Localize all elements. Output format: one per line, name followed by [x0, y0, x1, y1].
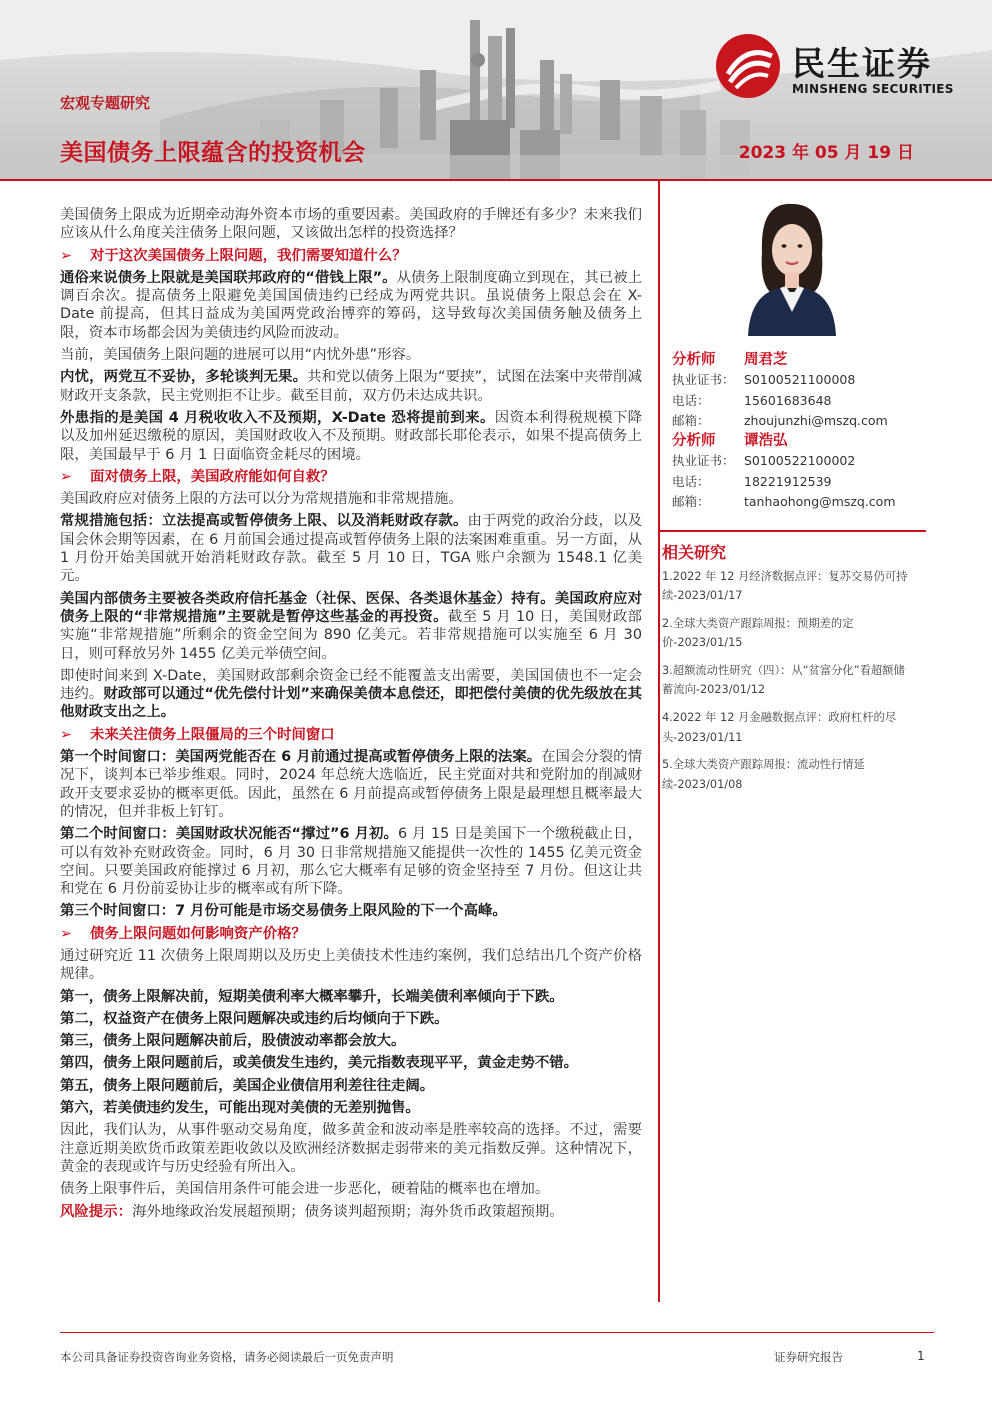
analyst-phone-row: 电话： 15601683648 [672, 392, 832, 408]
rule-item: 第六，若美债违约发生，可能出现对美债的无差别抛售。 [60, 1100, 420, 1117]
arrow-bullet-icon: ➢ [60, 247, 73, 264]
paragraph: 第三个时间窗口：7 月份可能是市场交易债务上限风险的下一个高峰。 [60, 903, 507, 920]
related-research-item[interactable]: 1.2022 年 12 月经济数据点评：复苏交易仍可持续-2023/01/17 [662, 570, 908, 603]
logo-text-en: MINSHENG SECURITIES [792, 82, 954, 96]
footer-divider [60, 1332, 934, 1333]
paragraph: 通过研究近 11 次债务上限周期以及历史上美债技术性违约案例，我们总结出几个资产价格规律。 [60, 947, 642, 983]
column-divider [658, 180, 660, 1302]
analyst-name-row: 分析师 谭浩弘 [672, 433, 788, 450]
analyst-phone-row: 电话： 18221912539 [672, 473, 832, 489]
intro-paragraph: 美国债务上限成为近期牵动海外资本市场的重要因素。美国政府的手牌还有多少？未来我们应该从什么角度关注债务上限问题，又该做出怎样的投资选择？ [60, 207, 642, 242]
section-heading-2: ➢ 面对债务上限，美国政府能如何自救？ [60, 468, 335, 485]
paragraph: 内忧，两党互不妥协，多轮谈判无果。共和党以债务上限为“要挟”，试图在法案中夹带削减财政开支条款，民主党则拒不让步。截至目前，双方仍未达成共识。 [60, 369, 642, 404]
analyst-name-row: 分析师 周君芝 [672, 352, 788, 368]
analyst-email-row: 邮箱： tanhaohong@mszq.com [672, 492, 932, 512]
arrow-bullet-icon: ➢ [60, 925, 73, 942]
analyst-info [672, 350, 932, 512]
footer-disclaimer: 本公司具备证券投资咨询业务资格，请务必阅读最后一页免责声明 [60, 1350, 394, 1364]
report-body [60, 206, 642, 1225]
report-date: 2023 年 05 月 19 日 [738, 143, 914, 163]
related-divider [658, 530, 926, 532]
paragraph: 第一个时间窗口：美国两党能否在 6 月前通过提高或暂停债务上限的法案。在国会分裂的情况下，谈判本已举步维艰。同时，2024 年总统大选临近，民主党面对共和党附加的削减财政开支要求妥协的概率更低。因此，虽然在 6 月前提高或暂停债务上限是最理想且概率最大的情况，但并非板上钉钉。 [60, 749, 642, 820]
paragraph: 外患指的是美国 4 月税收收入不及预期，X-Date 恐将提前到来。因资本利得税规模下降以及加州延迟缴税的原因，美国财政收入不及预期。财政部长耶伦表示，如果不提高债务上限，美国最早于 6 月 1 日面临资金耗尽的困境。 [60, 409, 642, 463]
paragraph: 通俗来说债务上限就是美国联邦政府的“借钱上限”。从债务上限制度确立到现在，其已被上调百余次。提高债务上限避免美国国债违约已经成为两党共识。虽说债务上限总会在 X-Date 前提高，但其日益成为美国两党政治博弈的筹码，这导致每次美国债务触及债务上限，资本市场都会因为美债违约风险而波动。 [60, 269, 642, 341]
footer-doc-type: 证券研究报告 [774, 1350, 843, 1364]
header-banner [0, 0, 992, 180]
logo-mark-icon [716, 34, 780, 98]
report-title: 美国债务上限蕴含的投资机会 [60, 140, 366, 166]
analyst-email-row: 邮箱： zhoujunzhi@mszq.com [672, 411, 932, 431]
related-research-item[interactable]: 4.2022 年 12 月金融数据点评：政府杠杆的尽头-2023/01/11 [662, 711, 897, 744]
paragraph: 债务上限事件后，美国信用条件可能会进一步恶化，硬着陆的概率也在增加。 [60, 1181, 550, 1198]
related-research-item[interactable]: 3.超额流动性研究（四）：从“贫富分化”看超额储蓄流向-2023/01/12 [662, 664, 905, 697]
related-research-list [662, 567, 916, 802]
risk-warning: 风险提示：海外地缘政治发展超预期；债务谈判超预期；海外货币政策超预期。 [60, 1203, 564, 1220]
page-number: 1 [917, 1349, 925, 1363]
paragraph: 当前，美国债务上限问题的进展可以用“内忧外患”形容。 [60, 347, 421, 364]
rule-item: 第一，债务上限解决前，短期美债利率大概率攀升，长端美债利率倾向于下跌。 [60, 988, 564, 1005]
analyst-cert-row: 执业证书： S0100522100002 [672, 453, 856, 469]
rule-item: 第三，债务上限问题解决前后，股债波动率都会放大。 [60, 1033, 406, 1050]
arrow-bullet-icon: ➢ [60, 726, 73, 743]
paragraph: 即使时间来到 X-Date，美国财政部剩余资金已经不能覆盖支出需要，美国国债也不一定会违约。财政部可以通过“优先偿付计划”来确保美债本息偿还，即把偿付美债的优先级放在其他财政支出之上。 [60, 667, 642, 721]
analyst-email-link[interactable]: tanhaohong@mszq.com [744, 494, 896, 510]
analyst-cert-row: 执业证书： S0100521100008 [672, 372, 856, 388]
rule-item: 第二，权益资产在债务上限问题解决或违约后均倾向于下跌。 [60, 1010, 449, 1027]
section-heading-4: ➢ 债务上限问题如何影响资产价格？ [60, 925, 306, 942]
arrow-bullet-icon: ➢ [60, 468, 73, 485]
header-divider [0, 179, 992, 181]
paragraph: 常规措施包括：立法提高或暂停债务上限、以及消耗财政存款。由于两党的政治分歧，以及国会休会期等因素，在 6 月前国会通过提高或暂停债务上限的法案困难重重。另一方面，从 1 月份开始美国就开始消耗财政存款。截至 5 月 10 日，TGA 账户余额为 1548.1 亿美元。 [60, 513, 642, 585]
paragraph: 美国内部债务主要被各类政府信托基金（社保、医保、各类退休基金）持有。美国政府应对债务上限的“非常规措施”主要就是暂停这些基金的再投资。截至 5 月 10 日，美国财政部实施“非常规措施”所剩余的资金空间为 890 亿美元。若非常规措施可以实施至 6 月 30 日，则可释放另外 1455 亿美元举债空间。 [60, 590, 642, 662]
paragraph: 因此，我们认为，从事件驱动交易角度，做多黄金和波动率是胜率较高的选择。不过，需要注意近期美欧货币政策差距收敛以及欧洲经济数据走弱带来的美元指数反弹。这种情况下，黄金的表现或许与历史经验有所出入。 [60, 1122, 642, 1175]
section-heading-3: ➢ 未来关注债务上限僵局的三个时间窗口 [60, 726, 335, 743]
analyst-email-link[interactable]: zhoujunzhi@mszq.com [744, 412, 888, 428]
paragraph: 第二个时间窗口：美国财政状况能否“撑过”6 月初。6 月 15 日是美国下一个缴税截止日，可以有效补充财政资金。同时，6 月 30 日非常规措施又能提供一次性的 1455 亿美元资金空间。只要美国政府能撑过 6 月初，那么它大概率有足够的资金坚持至 7 月份。但这让共和党在 6 月份前妥协让步的概率或有所下降。 [60, 826, 642, 898]
company-logo [716, 32, 966, 102]
related-research-item[interactable]: 5.全球大类资产跟踪周报：流动性行情延续-2023/01/08 [662, 758, 865, 791]
paragraph: 美国政府应对债务上限的方法可以分为常规措施和非常规措施。 [60, 491, 463, 508]
analyst-photo [740, 192, 844, 336]
related-research-title: 相关研究 [662, 543, 727, 562]
report-category: 宏观专题研究 [60, 94, 151, 112]
rule-item: 第四，债务上限问题前后，或美债发生违约，美元指数表现平平，黄金走势不错。 [60, 1055, 579, 1072]
rule-item: 第五，债务上限问题前后，美国企业债信用利差往往走阔。 [60, 1077, 435, 1094]
logo-text-cn: 民生证券 [792, 44, 932, 83]
related-research-item[interactable]: 2.全球大类资产跟踪周报：预期差的定价-2023/01/15 [662, 617, 854, 650]
section-heading-1: ➢ 对于这次美国债务上限问题，我们需要知道什么？ [60, 247, 407, 264]
